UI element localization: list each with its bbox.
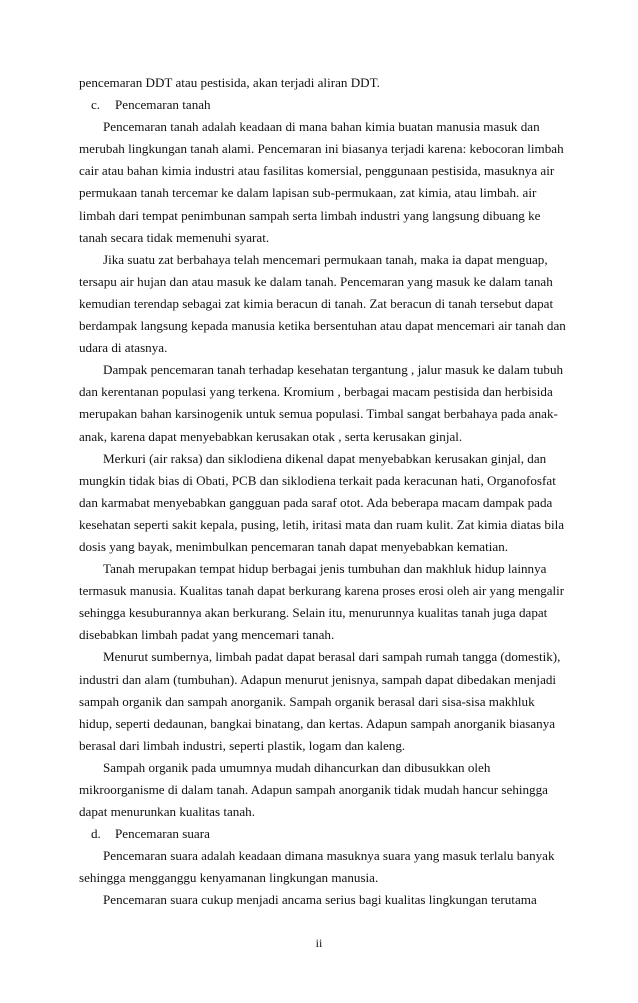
text-line: permukaan tanah tercemar ke dalam lapisan sub-permukaan, zat kimia, atau limbah. air [79, 185, 537, 201]
text-line: kesehatan seperti sakit kepala, pusing, letih, iritasi mata dan ruam kulit. Zat kimia diatas bila [79, 516, 565, 532]
text-line: tersapu air hujan dan atau masuk ke dalam tanah. Pencemaran yang masuk ke dalam tanah [79, 273, 553, 289]
text-line: tanah secara tidak memenuhi syarat. [79, 229, 270, 245]
text-line: mikroorganisme di dalam tanah. Adapun sampah anorganik tidak mudah hancur sehingga [79, 782, 548, 797]
text-line: dapat menurunkan kualitas tanah. [79, 804, 255, 820]
text-line: dan karmabat menyebabkan gangguan pada saraf otot. Ada beberapa macam dampak pada [79, 494, 553, 510]
body-text [79, 72, 567, 912]
text-line: industri dan alam (tumbuhan). Adapun menurut jenisnya, sampah dapat dibedakan menjadi [79, 671, 557, 687]
text-line: Jika suatu zat berbahaya telah mencemari permukaan tanah, maka ia dapat menguap, [103, 251, 548, 267]
subheading-text: Pencemaran suara [115, 826, 210, 842]
text-line: dosis yang bayak, menimbulkan pencemaran tanah dapat menyebabkan kematian. [79, 538, 509, 554]
subheading [79, 94, 567, 116]
text-line: disebabkan limbah padat yang mencemari tanah. [79, 627, 335, 643]
subheading [79, 823, 567, 845]
text-line: cair atau bahan kimia industri atau fasilitas komersial, penggunaan pestisida, masuknya air [79, 163, 555, 179]
text-line: termasuk manusia. Kualitas tanah dapat berkurang karena proses erosi oleh air yang mengalir [79, 583, 565, 599]
text-line: berdampak langsung kepada manusia ketika bersentuhan atau dapat mencemari air tanah dan [79, 318, 566, 334]
text-line: berasal dari limbah industri, seperti plastik, logam dan kaleng. [79, 737, 406, 753]
text-line: dan kerentanan populasi yang terkena. Kromium , berbagai macam pestisida dan herbisida [79, 384, 553, 400]
text-line: pencemaran DDT atau pestisida, akan terjadi aliran DDT. [79, 75, 380, 90]
text-line: Merkuri (air raksa) dan siklodiena dikenal dapat menyebabkan kerusakan ginjal, dan [103, 450, 547, 466]
text-line: Dampak pencemaran tanah terhadap kesehatan tergantung , jalur masuk ke dalam tubuh [103, 362, 564, 378]
subheading-text: Pencemaran tanah [115, 97, 211, 113]
text-line: Pencemaran suara cukup menjadi ancama serius bagi kualitas lingkungan terutama [103, 892, 537, 908]
list-marker: c. [91, 97, 101, 113]
text-line: Tanah merupakan tempat hidup berbagai jenis tumbuhan dan makhluk hidup lainnya [103, 561, 547, 577]
page-number: ii [315, 936, 323, 950]
text-line: merubah lingkungan tanah alami. Pencemaran ini biasanya terjadi karena: kebocoran limbah [79, 141, 564, 157]
text-line: merupakan bahan karsinogenik untuk semua populasi. Timbal sangat berbahaya pada anak- [79, 406, 558, 422]
text-line: sehingga mengganggu kenyamanan lingkungan manusia. [79, 870, 379, 886]
text-line: sampah organik dan sampah anorganik. Sampah organik berasal dari sisa-sisa makhluk [79, 693, 535, 709]
text-line: Sampah organik pada umumnya mudah dihancurkan dan dibusukkan oleh [103, 759, 491, 775]
text-line: hidup, seperti dedaunan, bangkai binatang, dan kertas. Adapun sampah anorganik biasanya [79, 715, 556, 731]
list-marker: d. [91, 826, 101, 842]
text-line: Menurut sumbernya, limbah padat dapat berasal dari sampah rumah tangga (domestik), [103, 649, 561, 665]
text-line: anak, karena dapat menyebabkan kerusakan otak , serta kerusakan ginjal. [79, 428, 463, 444]
text-line: Pencemaran tanah adalah keadaan di mana bahan kimia buatan manusia masuk dan [103, 119, 540, 135]
text-line: limbah dari tempat penimbunan sampah serta limbah industri yang langsung dibuang ke [79, 207, 541, 223]
text-line: Pencemaran suara adalah keadaan dimana masuknya suara yang masuk terlalu banyak [103, 848, 555, 864]
text-line: udara di atasnya. [79, 340, 168, 356]
text-line: mungkin tidak bias di Obati, PCB dan siklodiena terkait pada keracunan hati, Organofosfat [79, 472, 556, 488]
text-line: kemudian terendap sebagai zat kimia beracun di tanah. Zat beracun di tanah tersebut dapat [79, 295, 554, 311]
text-line: sehingga kesuburannya akan berkurang. Selain itu, menurunnya kualitas tanah juga dapat [79, 605, 548, 621]
